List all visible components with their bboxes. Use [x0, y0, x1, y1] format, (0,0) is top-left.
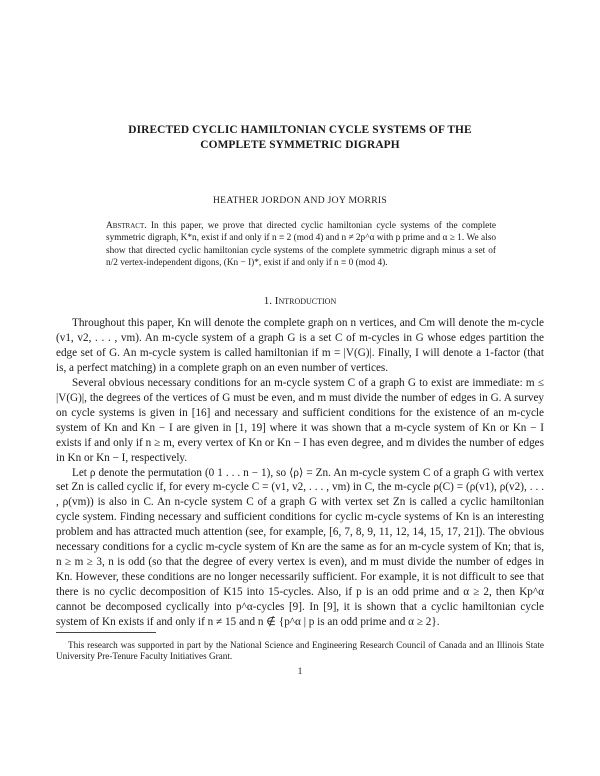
abstract-lead: Abstract.	[106, 221, 147, 231]
paragraph-2: Several obvious necessary conditions for an m-cycle system C of a graph G to exist are immediate: m ≤ |V(G)|, the degrees of the vertices of G must be even, and m must divide the number of edges in G. A survey on cycle systems is given in [16] and necessary and sufficient conditions for the existence of an m-cycle system of Kn and Kn − I are given in [1, 19] where it was shown that a m-cycle system of Kn or Kn − I exists if and only if n ≥ m, every vertex of Kn or Kn − I has even degree, and m divides the number of edges in Kn or Kn − I, respectively.	[56, 376, 544, 464]
paragraph-3: Let ρ denote the permutation (0 1 . . . n − 1), so ⟨ρ⟩ = Zn. An m-cycle system C of a graph G with vertex set Zn is called cyclic if, for every m-cycle C = (v1, v2, . . . , vm) in C, the m-cycle ρ(C) = (ρ(v1), ρ(v2), . . . , ρ(vm)) is also in C. An n-cycle system C of a graph G with vertex set Zn is called a cyclic hamiltonian cycle system. Finding necessary and sufficient conditions for cyclic m-cycle systems of Kn is an interesting problem and has attracted much attention (see, for example, [6, 7, 8, 9, 11, 12, 14, 15, 17, 21]). The obvious necessary conditions for a cyclic m-cycle system of Kn are the same as for an m-cycle system of Kn; that is, n ≥ m ≥ 3, n is odd (so that the degree of every vertex is even), and m must divide the number of edges in Kn. However, these conditions are no longer necessarily sufficient. For example, it is not difficult to see that there is no cyclic decomposition of K15 into 15-cycles. Also, if p is an odd prime and α ≥ 2, then Kp^α cannot be decomposed cyclically into p^α-cycles [9]. In [9], it is shown that a cyclic hamiltonian cycle system of Kn exists if and only if n ≠ 15 and n ∉ {p^α | p is an odd prime and α ≥ 2}.	[56, 466, 544, 629]
paragraph-1: Throughout this paper, Kn will denote the complete graph on n vertices, and Cm will denote the m-cycle (v1, v2, . . . , vm). An m-cycle system of a graph G is a set C of m-cycles in G whose edges partition the edge set of G. An m-cycle system is called hamiltonian if m = |V(G)|. Finally, I will denote a 1-factor (that is, a perfect matching) in a complete graph on an even number of vertices.	[56, 317, 544, 374]
abstract-text: In this paper, we prove that directed cyclic hamiltonian cycle systems of the complete symmetric digraph, K*n, exist if and only if n ≡ 2 (mod 4) and n ≠ 2p^α with p prime and α ≥ 1. We also show that directed cyclic hamiltonian cycle systems of the complete symmetric digraph minus a set of n/2 vertex-independent digons, (Kn − I)*, exist if and only if n ≡ 0 (mod 4).	[106, 221, 496, 269]
footnote-rule	[56, 632, 156, 633]
authors: HEATHER JORDON AND JOY MORRIS	[212, 195, 388, 206]
section-heading: 1. Introduction	[263, 295, 337, 307]
footnote: This research was supported in part by the National Science and Engineering Research Council of Canada and an Illinois State University Pre-Tenure Faculty Initiatives Grant.	[56, 640, 544, 662]
page-number: 1	[297, 667, 303, 677]
title-line-1: DIRECTED CYCLIC HAMILTONIAN CYCLE SYSTEMS OF THE	[128, 124, 472, 136]
title-line-2: COMPLETE SYMMETRIC DIGRAPH	[200, 139, 400, 151]
body-text	[56, 316, 544, 630]
abstract	[106, 220, 496, 270]
paper-title	[60, 123, 540, 153]
